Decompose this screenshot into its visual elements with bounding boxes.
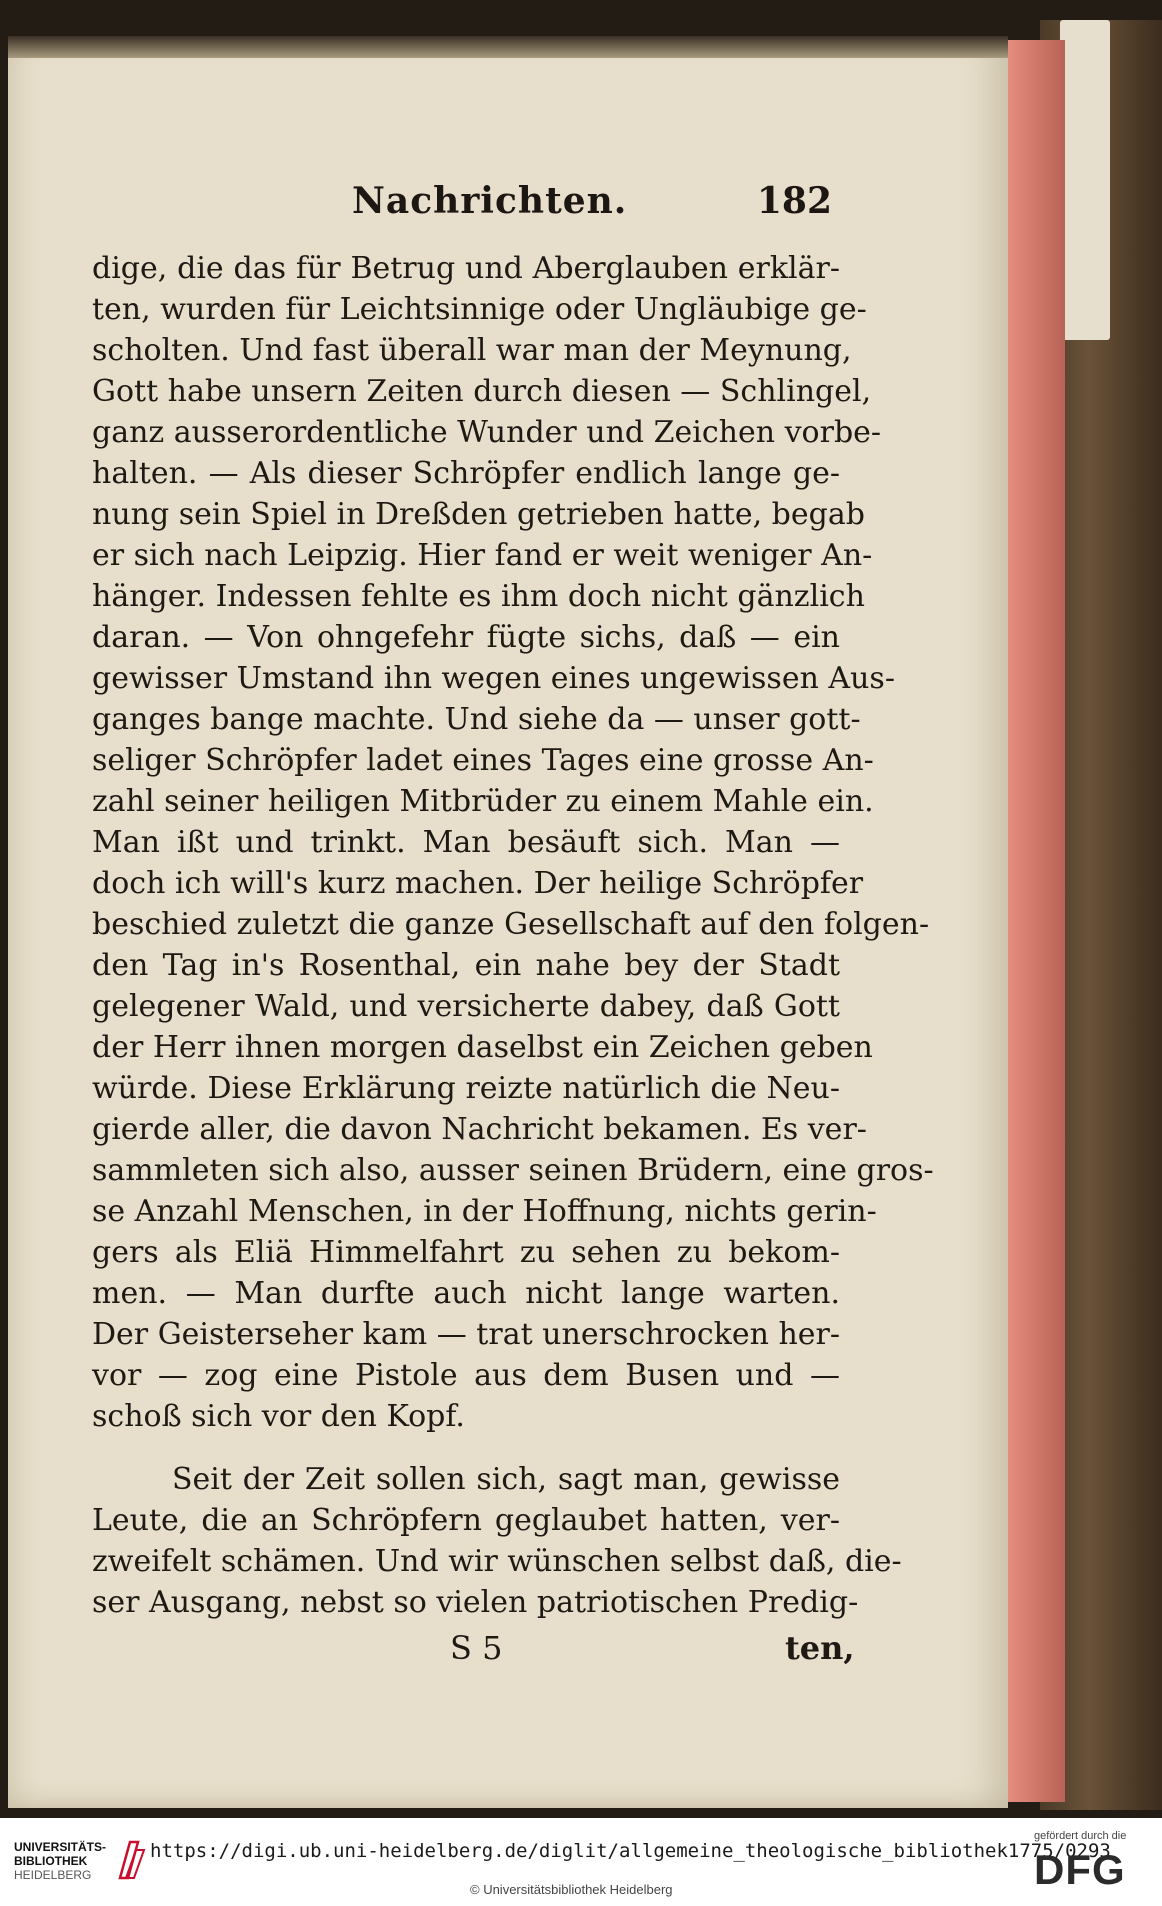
text-line: ten, wurden für Leichtsinnige oder Ungläubige ge-: [92, 292, 867, 327]
text-line: doch ich will's kurz machen. Der heilige Schröpfer: [92, 866, 864, 901]
paper-tab: [1060, 20, 1110, 340]
permalink-url[interactable]: https://digi.ub.uni-heidelberg.de/diglit/allgemeine_theologische_bibliothek1775/0293: [150, 1840, 1111, 1862]
text-line: Leute, die an Schröpfern geglaubet hatten, ver-: [92, 1503, 840, 1538]
text-line: dige, die das für Betrug und Aberglauben erklär-: [92, 251, 840, 286]
text-line: Seit der Zeit sollen sich, sagt man, gewisse: [172, 1462, 840, 1497]
page-top-shadow: [8, 36, 1008, 58]
viewer-footer: [0, 1818, 1162, 1906]
text-line: sammleten sich also, ausser seinen Brüdern, eine gros-: [92, 1153, 934, 1188]
text-line: zweifelt schämen. Und wir wünschen selbst daß, die-: [92, 1544, 902, 1579]
library-logo-line1: UNIVERSITÄTS-: [14, 1840, 107, 1854]
page-number: 182: [756, 180, 832, 222]
text-line: scholten. Und fast überall war man der Meynung,: [92, 333, 852, 368]
paragraph-1: [92, 248, 934, 1437]
text-line: Gott habe unsern Zeiten durch diesen — Schlingel,: [92, 374, 872, 409]
library-logo-line3: HEIDELBERG: [14, 1868, 92, 1882]
library-logo-line2: BIBLIOTHEK: [14, 1854, 88, 1868]
text-line: halten. — Als dieser Schröpfer endlich lange ge-: [92, 456, 840, 491]
text-line: schoß sich vor den Kopf.: [92, 1399, 465, 1434]
text-line: gelegener Wald, und versicherte dabey, daß Gott: [92, 989, 840, 1024]
text-line: er sich nach Leipzig. Hier fand er weit weniger An-: [92, 538, 873, 573]
text-line: se Anzahl Menschen, in der Hoffnung, nichts gerin-: [92, 1194, 877, 1229]
text-line: Der Geisterseher kam — trat unerschrocken her-: [92, 1317, 840, 1352]
text-line: gewisser Umstand ihn wegen eines ungewissen Aus-: [92, 661, 895, 696]
library-emblem-icon: [116, 1838, 146, 1884]
text-line: nung sein Spiel in Dreßden getrieben hatte, begab: [92, 497, 865, 532]
text-line: würde. Diese Erklärung reizte natürlich die Neu-: [92, 1071, 840, 1106]
text-line: beschied zuletzt die ganze Gesellschaft auf den folgen-: [92, 907, 930, 942]
dfg-logo[interactable]: DFG: [1034, 1846, 1126, 1893]
text-line: zahl seiner heiligen Mitbrüder zu einem Mahle ein.: [92, 784, 874, 819]
catchword: ten,: [785, 1629, 855, 1667]
text-line: der Herr ihnen morgen daselbst ein Zeichen geben: [92, 1030, 873, 1065]
copyright-notice: © Universitätsbibliothek Heidelberg: [470, 1882, 673, 1897]
text-line: vor — zog eine Pistole aus dem Busen und —: [92, 1358, 840, 1393]
paragraph-2: [92, 1459, 902, 1623]
text-line: ganz ausserordentliche Wunder und Zeichen vorbe-: [92, 415, 882, 450]
text-line: hänger. Indessen fehlte es ihm doch nicht gänzlich: [92, 579, 865, 614]
text-line: Man ißt und trinkt. Man besäuft sich. Man —: [92, 825, 840, 860]
running-head: Nachrichten.: [352, 180, 628, 222]
library-logo[interactable]: [14, 1840, 106, 1882]
text-line: seliger Schröpfer ladet eines Tages eine grosse An-: [92, 743, 874, 778]
funding-label: gefördert durch die: [1034, 1830, 1127, 1842]
text-line: gers als Eliä Himmelfahrt zu sehen zu bekom-: [92, 1235, 840, 1270]
page-header: [92, 170, 832, 230]
text-line: den Tag in's Rosenthal, ein nahe bey der Stadt: [92, 948, 840, 983]
text-line: ser Ausgang, nebst so vielen patriotischen Predig-: [92, 1585, 859, 1620]
text-line: men. — Man durfte auch nicht lange warten.: [92, 1276, 840, 1311]
text-line: gierde aller, die davon Nachricht bekamen. Es ver-: [92, 1112, 867, 1147]
text-line: daran. — Von ohngefehr fügte sichs, daß — ein: [92, 620, 840, 655]
signature-mark: S 5: [450, 1629, 503, 1667]
body-text: [92, 248, 934, 1623]
text-line: ganges bange machte. Und siehe da — unser gott-: [92, 702, 861, 737]
